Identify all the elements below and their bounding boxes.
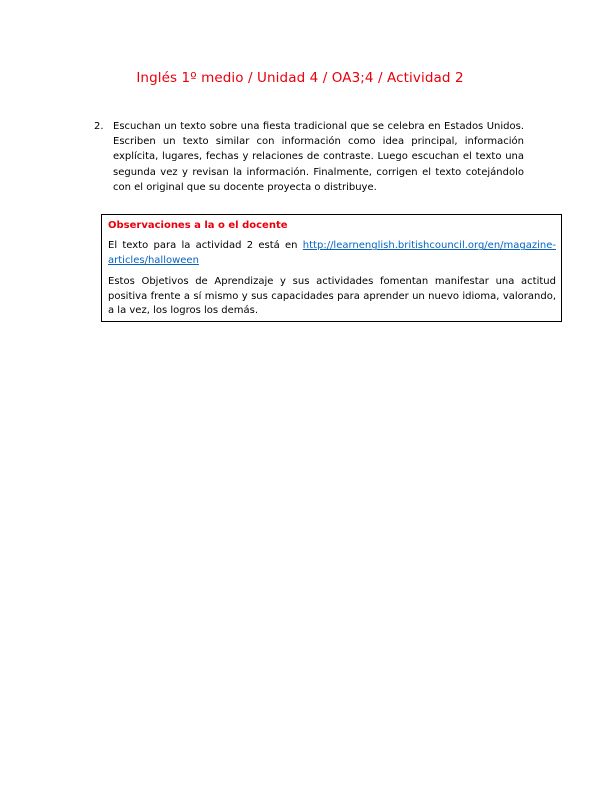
teacher-observations-box: [101, 214, 562, 322]
observations-link-line: [108, 239, 556, 268]
observations-paragraph: Estos Objetivos de Aprendizaje y sus actividades fomentan manifestar una actitud positiva frente a sí mismo y sus capacidades para aprender un nuevo idioma, valorando, a la vez, los logros los demás.: [108, 276, 556, 317]
activity-text: Escuchan un texto sobre una fiesta tradicional que se celebra en Estados Unidos. Escriben un texto similar con información como idea principal, información explícita, lugares, fechas y relaciones de contraste. Luego escuchan el texto una segunda vez y revisan la información. Finalmente, corrigen el texto cotejándolo con el original que su docente proyecta o distribuye.: [113, 121, 524, 193]
halloween-article-link[interactable]: http://learnenglish.britishcouncil.org/en/magazine-articles/halloween: [108, 240, 556, 266]
observations-intro: El texto para la actividad 2 está en: [108, 240, 303, 252]
activity-item: [94, 119, 524, 195]
page-title: Inglés 1º medio / Unidad 4 / OA3;4 / Actividad 2: [136, 70, 464, 86]
observations-title: Observaciones a la o el docente: [108, 220, 288, 231]
activity-number: 2.: [94, 121, 104, 132]
